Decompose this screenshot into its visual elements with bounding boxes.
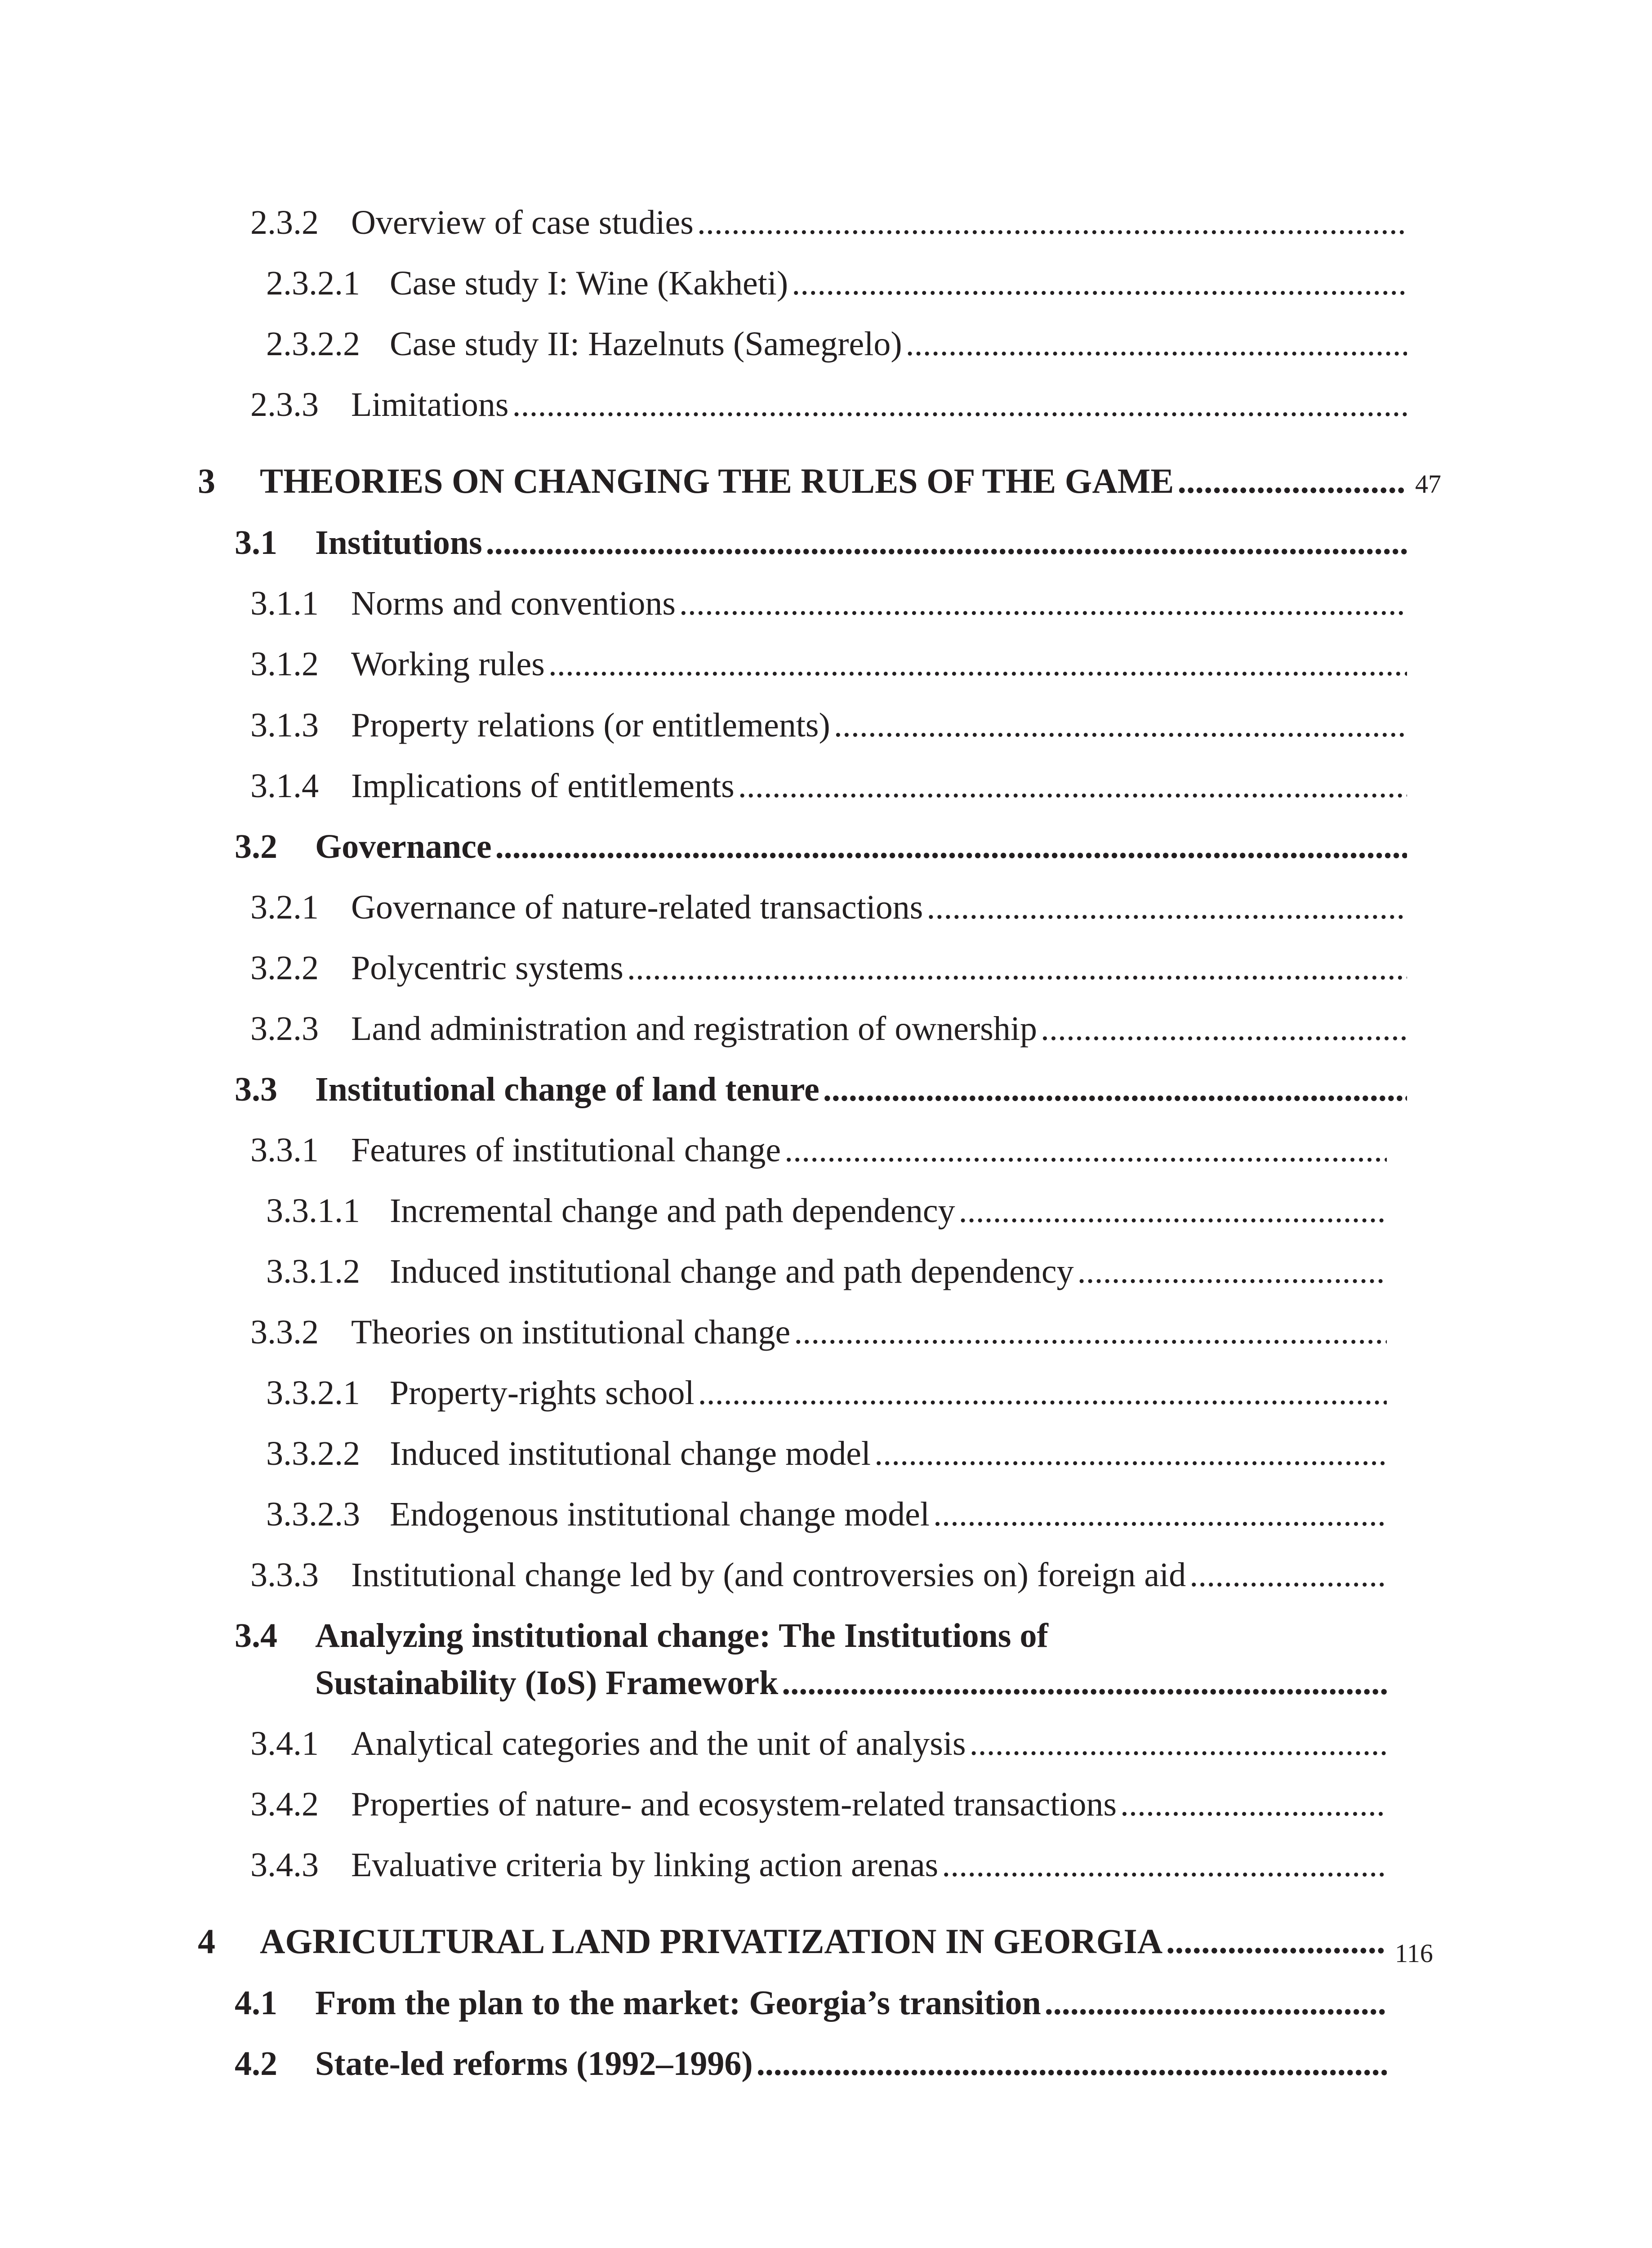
dot-leader — [495, 824, 1407, 869]
toc-chapter-title: AGRICULTURAL LAND PRIVATIZATION IN GEORGIA — [260, 1922, 1163, 1961]
toc-entry-number: 3.3.2.3 — [266, 1495, 360, 1533]
toc-entry-number: 3.4.3 — [250, 1846, 319, 1884]
toc-entry-number: 4.1 — [235, 1984, 277, 2022]
toc-entry-title: Land administration and registration of ownership — [351, 1010, 1037, 1048]
dot-leader — [792, 261, 1407, 306]
dot-leader — [970, 1721, 1387, 1766]
toc-entry-number: 2.3.2 — [250, 204, 319, 241]
dot-leader — [1041, 1006, 1407, 1051]
toc-entry-title: Features of institutional change — [351, 1131, 781, 1169]
toc-entry-number: 3.3.1 — [250, 1131, 319, 1169]
toc-page-number: 47 — [1415, 469, 1441, 499]
toc-entry-number: 3.2 — [235, 828, 277, 865]
dot-leader — [1166, 1919, 1387, 1964]
dot-leader — [784, 1128, 1387, 1173]
dot-leader — [512, 382, 1407, 427]
toc-chapter-number: 3 — [198, 461, 215, 500]
toc-entry-title-line1: Analyzing institutional change: The Institutions of — [315, 1617, 1048, 1655]
dot-leader — [942, 1842, 1387, 1887]
toc-entry-title: Polycentric systems — [351, 949, 623, 987]
toc-chapter-title: THEORIES ON CHANGING THE RULES OF THE GAME — [260, 461, 1174, 500]
toc-entry-title: Properties of nature- and ecosystem-related transactions — [351, 1785, 1117, 1823]
toc-entry-number: 3.4 — [235, 1617, 277, 1655]
toc-entry-title: Induced institutional change model — [390, 1435, 871, 1472]
toc-entry-title: Endogenous institutional change model — [390, 1495, 930, 1533]
dot-leader — [548, 642, 1407, 687]
toc-entry-title: Implications of entitlements — [351, 767, 735, 805]
dot-leader — [698, 1370, 1387, 1415]
dot-leader — [874, 1431, 1387, 1476]
toc-entry-title: Institutional change led by (and controversies on) foreign aid — [351, 1556, 1186, 1594]
toc-entry-number: 3.4.1 — [250, 1725, 319, 1762]
dot-leader — [933, 1492, 1387, 1537]
toc-entry-number: 2.3.3 — [250, 386, 319, 424]
toc-entry-number: 3.1.2 — [250, 645, 319, 683]
toc-entry-title: Governance of nature-related transactions — [351, 888, 923, 926]
toc-entry-title: Incremental change and path dependency — [390, 1192, 955, 1230]
dot-leader — [1177, 459, 1407, 504]
toc-entry-number: 3.2.3 — [250, 1010, 319, 1048]
toc-entry-title: Case study II: Hazelnuts (Samegrelo) — [390, 325, 902, 363]
toc-entry-title: Analytical categories and the unit of analysis — [351, 1725, 966, 1762]
toc-entry-number: 3.3 — [235, 1070, 277, 1108]
dot-leader — [794, 1310, 1387, 1355]
dot-leader — [1045, 1980, 1387, 2025]
dot-leader — [926, 885, 1407, 930]
toc-entry-number: 3.3.2.2 — [266, 1435, 360, 1472]
dot-leader — [757, 2041, 1387, 2086]
toc-entry-number: 3.2.1 — [250, 888, 319, 926]
dot-leader — [1078, 1249, 1387, 1294]
toc-entry-number: 3.2.2 — [250, 949, 319, 987]
toc-entry-title: Institutions — [315, 524, 482, 562]
dot-leader — [834, 703, 1407, 748]
toc-entry-title: From the plan to the market: Georgia’s transition — [315, 1984, 1041, 2022]
dot-leader — [906, 321, 1407, 366]
toc-entry-title: State-led reforms (1992–1996) — [315, 2045, 753, 2083]
toc-entry-number: 3.1.4 — [250, 767, 319, 805]
toc-entry-number: 4.2 — [235, 2045, 277, 2083]
toc-entry-number: 3.4.2 — [250, 1785, 319, 1823]
toc-page-number: 116 — [1395, 1939, 1433, 1968]
toc-entry-title: Case study I: Wine (Kakheti) — [390, 264, 788, 302]
toc-entry-number: 2.3.2.2 — [266, 325, 360, 363]
toc-entry-title: Evaluative criteria by linking action arenas — [351, 1846, 939, 1884]
toc-entry-title: Overview of case studies — [351, 204, 694, 241]
toc-entry-number: 3.3.3 — [250, 1556, 319, 1594]
toc-entry-title: Limitations — [351, 386, 509, 424]
toc-entry-title: Property-rights school — [390, 1374, 695, 1412]
dot-leader — [1189, 1552, 1387, 1597]
dot-leader — [782, 1660, 1387, 1705]
toc-entry-title-line2: Sustainability (IoS) Framework — [315, 1664, 779, 1702]
toc-entry-number: 3.3.2 — [250, 1313, 319, 1351]
toc-entry-number: 3.3.2.1 — [266, 1374, 360, 1412]
dot-leader — [738, 763, 1407, 808]
toc-entry-title: Induced institutional change and path dependency — [390, 1253, 1074, 1290]
dot-leader — [679, 581, 1407, 626]
toc-entry-title: Norms and conventions — [351, 584, 676, 622]
dot-leader — [823, 1067, 1407, 1112]
dot-leader — [486, 520, 1407, 565]
dot-leader — [959, 1188, 1387, 1233]
toc-entry-number: 3.1.1 — [250, 584, 319, 622]
toc-entry-number: 3.3.1.2 — [266, 1253, 360, 1290]
dot-leader — [697, 200, 1407, 245]
toc-entry-number: 2.3.2.1 — [266, 264, 360, 302]
toc-chapter-number: 4 — [198, 1922, 215, 1961]
dot-leader — [627, 946, 1407, 990]
toc-entry-number: 3.1 — [235, 524, 277, 562]
toc-entry-number: 3.3.1.1 — [266, 1192, 360, 1230]
toc-entry-title: Governance — [315, 828, 492, 865]
toc-entry-title: Theories on institutional change — [351, 1313, 791, 1351]
dot-leader — [1120, 1782, 1387, 1827]
toc-entry-title: Working rules — [351, 645, 545, 683]
toc-entry-number: 3.1.3 — [250, 706, 319, 744]
toc-entry-title: Institutional change of land tenure — [315, 1070, 819, 1108]
toc-entry-title: Property relations (or entitlements) — [351, 706, 830, 744]
